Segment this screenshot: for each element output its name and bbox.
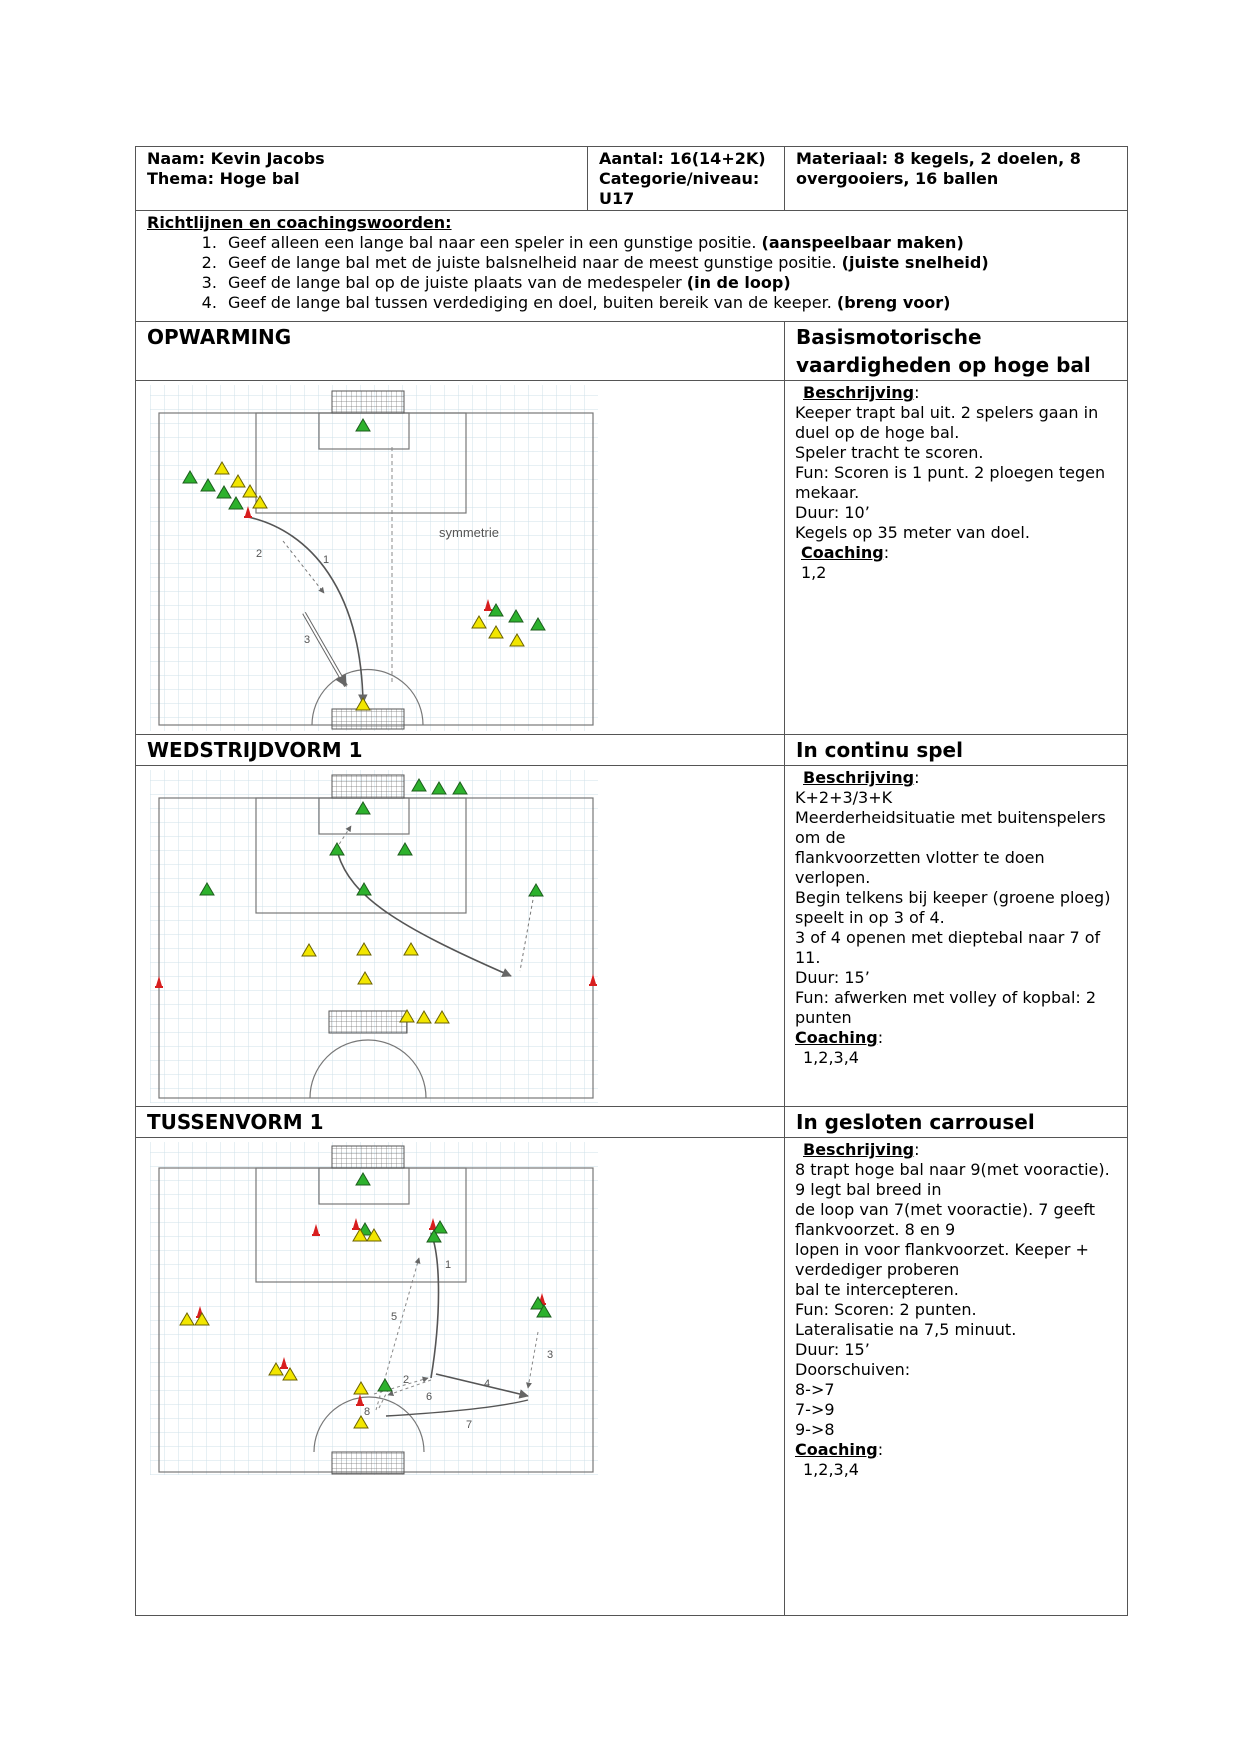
description-line: 9->8 bbox=[795, 1420, 835, 1439]
description-line: bal te intercepteren. bbox=[795, 1280, 959, 1299]
description-cell-opwarming: Beschrijving: Keeper trapt bal uit. 2 spelers gaan in duel op de hoge bal. Speler tracht te scoren. Fun: Scoren is 1 punt. 2 ploegen tegen mekaar. Duur: 10’ Kegels op 35 meter van doel. Coaching: 1,2 bbox=[785, 381, 1128, 735]
section-header-row bbox=[136, 1107, 1128, 1138]
coaching-heading: Coaching bbox=[795, 1028, 878, 1047]
guideline-item: 1. Geef alleen een lange bal naar een speler in een gunstige positie. (aanspeelbaar maken) bbox=[222, 233, 1117, 253]
svg-text:3: 3 bbox=[304, 634, 311, 646]
coaching-value: 1,2 bbox=[801, 563, 827, 582]
description-heading: Beschrijving bbox=[803, 768, 915, 787]
pitch-diagram-tussenvorm bbox=[136, 1138, 606, 1478]
description-line: 8 trapt hoge bal naar 9(met vooractie). 9 legt bal breed in bbox=[795, 1160, 1110, 1199]
section-header-row bbox=[136, 322, 1128, 381]
description-cell-wedstrijdvorm: Beschrijving: K+2+3/3+K Meerderheidsituatie met buitenspelers om de flankvoorzetten vlotter te doen verlopen. Begin telkens bij keeper (groene ploeg) speelt in op 3 of 4. 3 of 4 openen met dieptebal naar 7 of 11. Duur: 15’ Fun: afwerken met volley of kopbal: 2 punten Coaching: 1,2,3,4 bbox=[785, 766, 1128, 1107]
theme: Thema: Hoge bal bbox=[147, 169, 300, 188]
section-label-tussenvorm: TUSSENVORM 1 bbox=[136, 1107, 785, 1138]
coaching-heading: Coaching bbox=[795, 1440, 878, 1459]
material-line-1: Materiaal: 8 kegels, 2 doelen, 8 bbox=[796, 149, 1081, 168]
description-line: flankvoorzetten vlotter te doen verlopen. bbox=[795, 848, 1045, 887]
svg-text:6: 6 bbox=[426, 1391, 433, 1403]
description-line: de loop van 7(met vooractie). 7 geeft flankvoorzet. 8 en 9 bbox=[795, 1200, 1095, 1239]
guidelines-cell bbox=[136, 211, 1128, 322]
svg-text:3: 3 bbox=[547, 1349, 554, 1361]
description-line: K+2+3/3+K bbox=[795, 788, 893, 807]
header-count-cell bbox=[588, 147, 785, 211]
description-line: Kegels op 35 meter van doel. bbox=[795, 523, 1030, 542]
svg-text:5: 5 bbox=[391, 1311, 398, 1323]
description-line: Lateralisatie na 7,5 minuut. bbox=[795, 1320, 1017, 1339]
guidelines-list bbox=[147, 233, 1117, 313]
section-subtitle: In gesloten carrousel bbox=[785, 1107, 1128, 1138]
diagram-cell-wedstrijdvorm bbox=[136, 766, 785, 1107]
section-body-row bbox=[136, 1138, 1128, 1616]
section-body-row bbox=[136, 766, 1128, 1107]
material-line-2: overgooiers, 16 ballen bbox=[796, 169, 999, 188]
svg-text:1: 1 bbox=[323, 554, 330, 566]
svg-text:8: 8 bbox=[364, 1406, 371, 1418]
svg-text:7: 7 bbox=[466, 1419, 473, 1431]
description-line: Speler tracht te scoren. bbox=[795, 443, 984, 462]
description-line: lopen in voor flankvoorzet. Keeper + verdediger proberen bbox=[795, 1240, 1089, 1279]
description-line: Fun: Scoren is 1 punt. 2 ploegen tegen mekaar. bbox=[795, 463, 1106, 502]
coaching-heading: Coaching bbox=[801, 543, 884, 562]
svg-text:2: 2 bbox=[403, 1374, 410, 1386]
svg-text:1: 1 bbox=[445, 1259, 452, 1271]
diagram-cell-opwarming bbox=[136, 381, 785, 735]
description-line: Fun: afwerken met volley of kopbal: 2 punten bbox=[795, 988, 1097, 1027]
description-line: Meerderheidsituatie met buitenspelers om de bbox=[795, 808, 1106, 847]
description-cell-tussenvorm: Beschrijving: 8 trapt hoge bal naar 9(met vooractie). 9 legt bal breed in de loop van 7(met vooractie). 7 geeft flankvoorzet. 8 en 9 lopen in voor flankvoorzet. Keeper + verdediger proberen bal te intercepteren. Fun: Scoren: 2 punten. Lateralisatie na 7,5 minuut. Duur: 15’ Doorschuiven: 8->7 7->9 9->8 Coaching: 1,2,3,4 bbox=[785, 1138, 1128, 1616]
section-subtitle: Basismotorische vaardigheden op hoge bal bbox=[785, 322, 1128, 381]
header-material-cell bbox=[785, 147, 1128, 211]
sheet-table bbox=[135, 146, 1128, 1616]
guideline-item: 3. Geef de lange bal op de juiste plaats van de medespeler (in de loop) bbox=[222, 273, 1117, 293]
pitch-diagram-wedstrijdvorm bbox=[136, 766, 606, 1106]
symmetrie-label: symmetrie bbox=[439, 525, 499, 540]
section-label-wedstrijdvorm: WEDSTRIJDVORM 1 bbox=[136, 735, 785, 766]
trainer-name: Naam: Kevin Jacobs bbox=[147, 149, 325, 168]
section-label-opwarming: OPWARMING bbox=[136, 322, 785, 381]
coaching-value: 1,2,3,4 bbox=[803, 1048, 859, 1067]
coaching-value: 1,2,3,4 bbox=[803, 1460, 859, 1479]
section-header-row bbox=[136, 735, 1128, 766]
section-subtitle: In continu spel bbox=[785, 735, 1128, 766]
svg-text:4: 4 bbox=[484, 1378, 491, 1390]
description-line: Duur: 15’ bbox=[795, 1340, 870, 1359]
description-line: 7->9 bbox=[795, 1400, 835, 1419]
diagram-cell-tussenvorm bbox=[136, 1138, 785, 1616]
description-line: Begin telkens bij keeper (groene ploeg) speelt in op 3 of 4. bbox=[795, 888, 1111, 927]
description-line: Duur: 10’ bbox=[795, 503, 870, 522]
description-heading: Beschrijving bbox=[803, 383, 915, 402]
description-line: 8->7 bbox=[795, 1380, 835, 1399]
pitch-diagram-opwarming bbox=[136, 381, 606, 734]
training-sheet bbox=[135, 146, 1127, 1616]
description-line: Duur: 15’ bbox=[795, 968, 870, 987]
section-body-row bbox=[136, 381, 1128, 735]
guideline-item: 4. Geef de lange bal tussen verdediging en doel, buiten bereik van de keeper. (breng voor) bbox=[222, 293, 1117, 313]
description-line: Keeper trapt bal uit. 2 spelers gaan in duel op de hoge bal. bbox=[795, 403, 1099, 442]
category-label: Categorie/niveau: bbox=[599, 169, 760, 188]
description-line: Fun: Scoren: 2 punten. bbox=[795, 1300, 977, 1319]
description-line: Doorschuiven: bbox=[795, 1360, 911, 1379]
description-line: 3 of 4 openen met dieptebal naar 7 of 11. bbox=[795, 928, 1101, 967]
guideline-item: 2. Geef de lange bal met de juiste balsnelheid naar de meest gunstige positie. (juiste snelheid) bbox=[222, 253, 1117, 273]
svg-text:2: 2 bbox=[256, 548, 263, 560]
player-count: Aantal: 16(14+2K) bbox=[599, 149, 766, 168]
header-name-cell bbox=[136, 147, 588, 211]
description-heading: Beschrijving bbox=[803, 1140, 915, 1159]
header-row bbox=[136, 147, 1128, 211]
guidelines-title: Richtlijnen en coachingswoorden: bbox=[147, 213, 452, 232]
guidelines-row bbox=[136, 211, 1128, 322]
level: U17 bbox=[599, 189, 635, 208]
